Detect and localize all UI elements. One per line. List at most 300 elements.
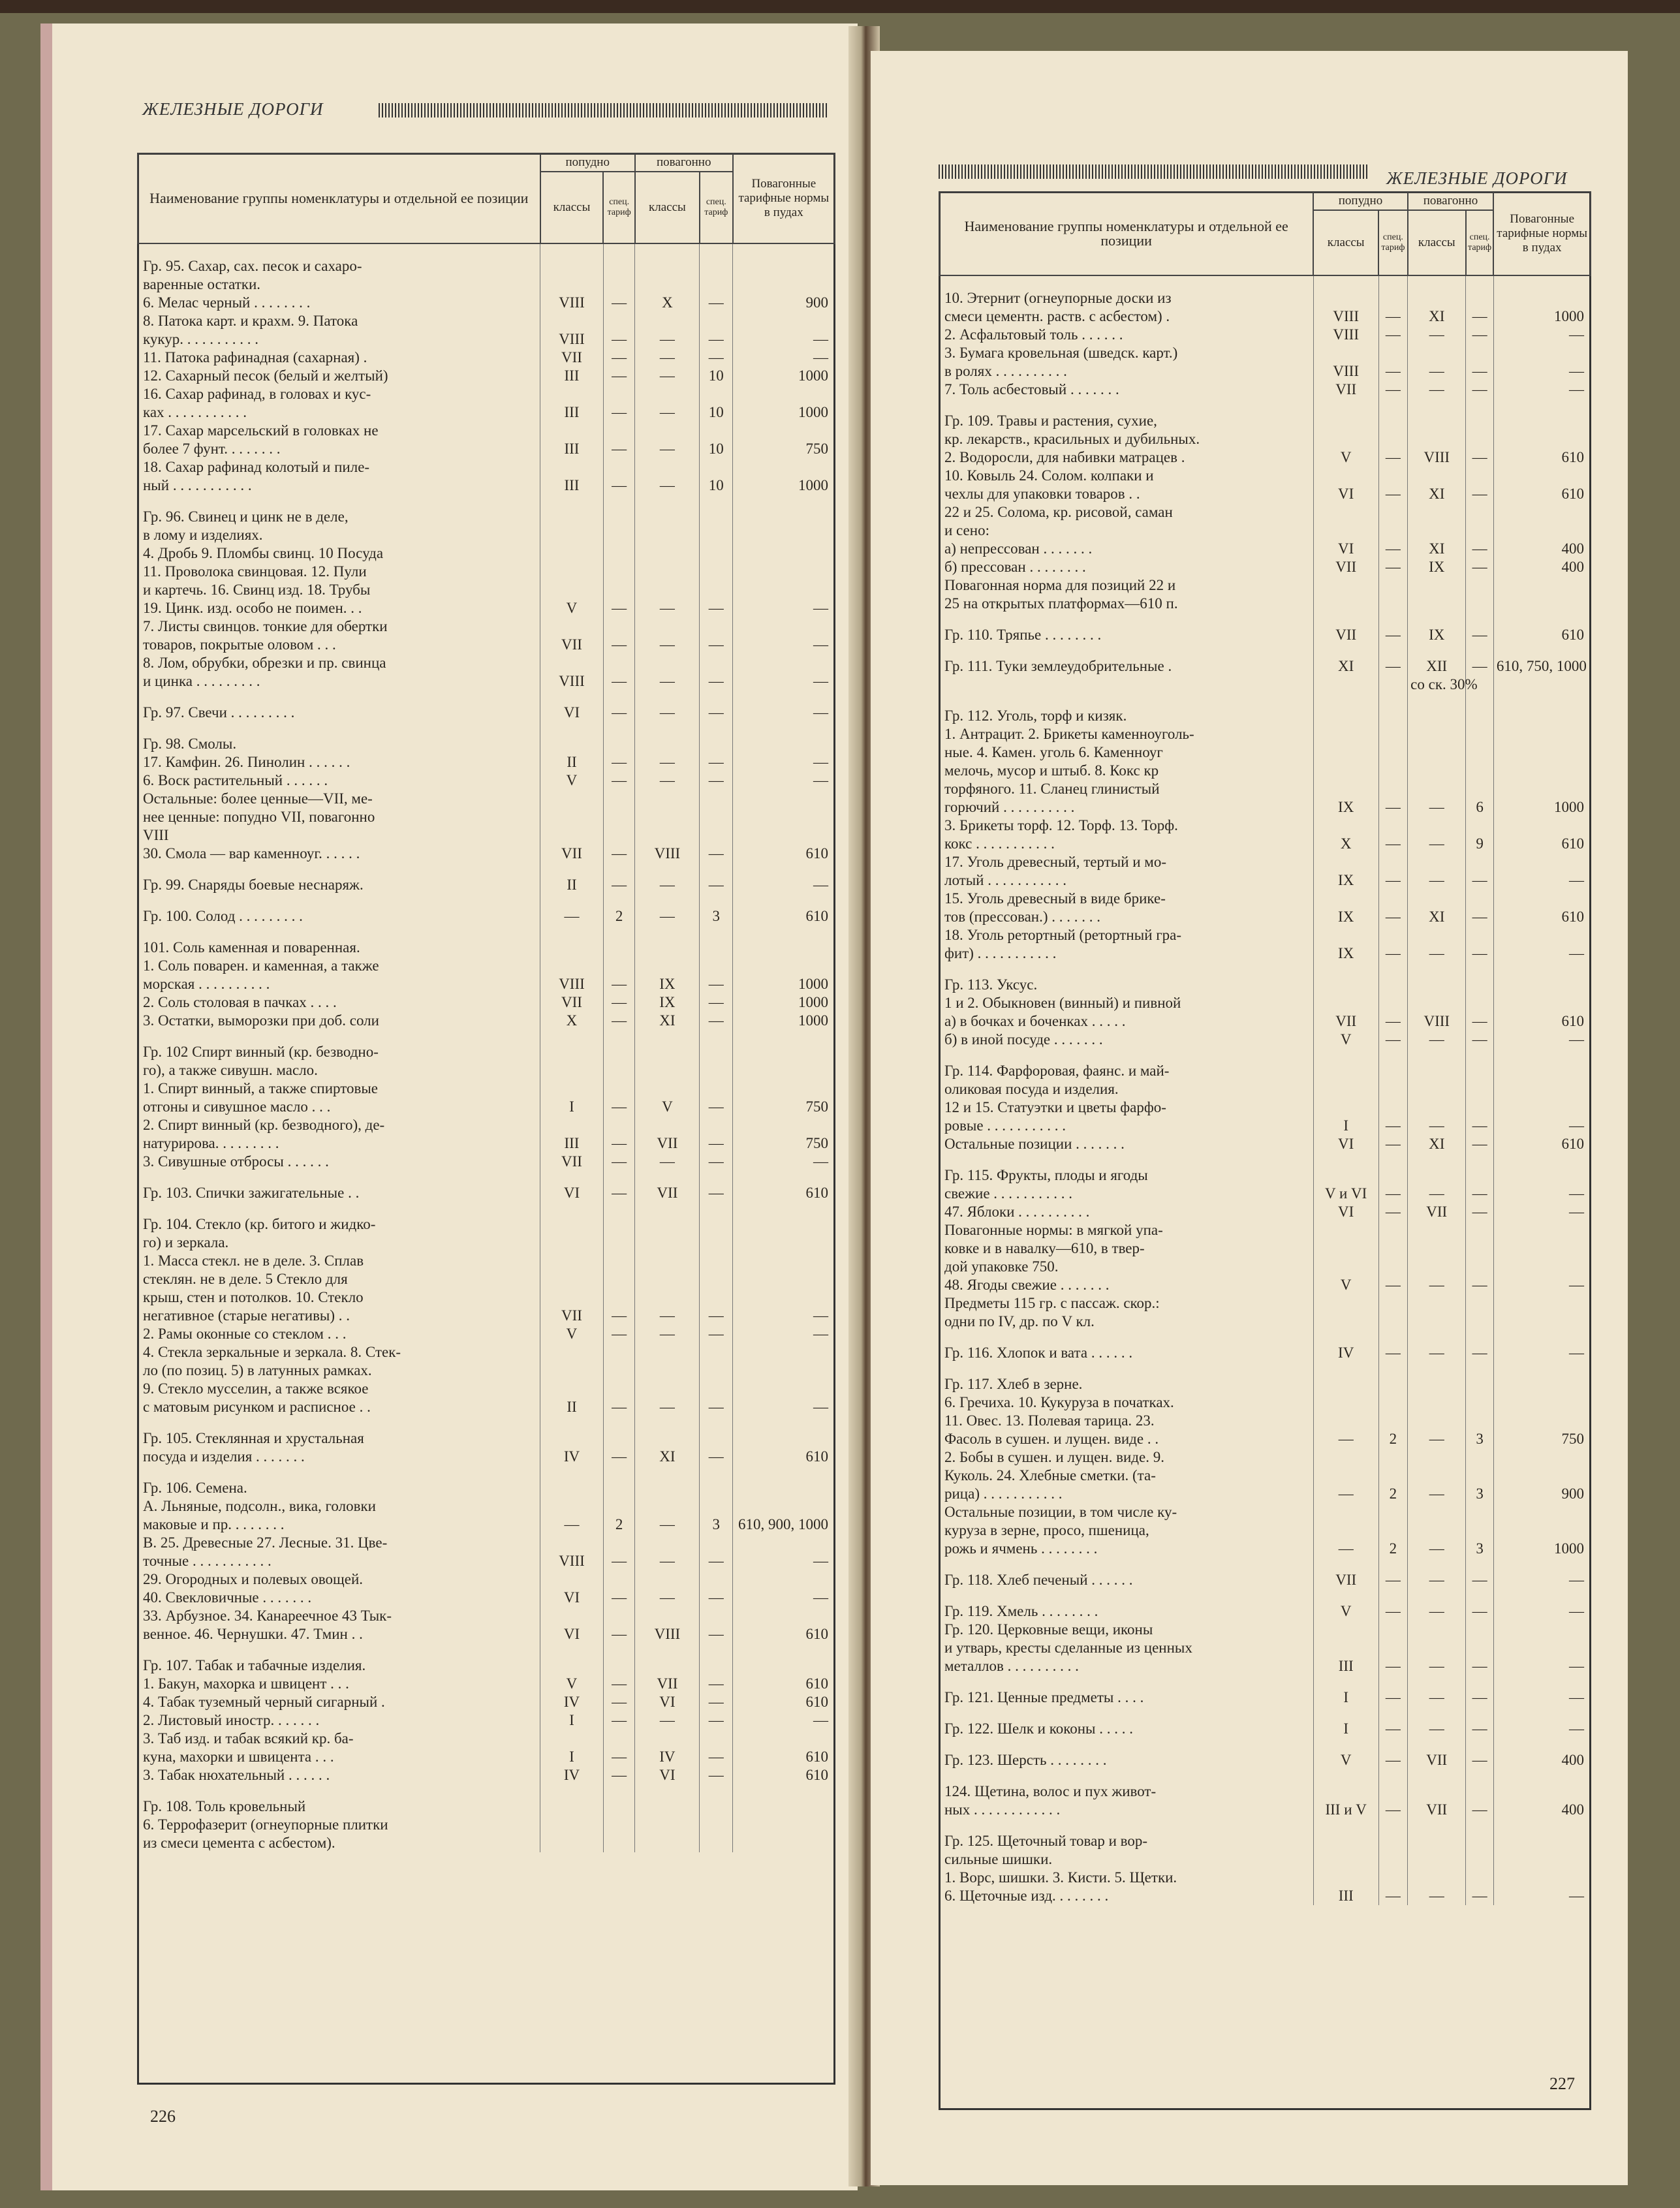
class-povagonno [635, 1784, 700, 1816]
wagon-norm [1493, 430, 1591, 448]
decorative-rule [379, 103, 829, 117]
table-row [138, 1171, 835, 1202]
class-povagonno [1408, 963, 1466, 994]
tariff-povagonno [700, 617, 733, 636]
wagon-norm [733, 422, 835, 440]
item-name: Предметы 115 гр. с пассаж. скор.: [944, 1295, 1160, 1311]
table-row [138, 1153, 835, 1171]
tariff-povagonno: — [1466, 558, 1493, 576]
item-name [939, 676, 1313, 694]
item-name: 19. Цинк. изд. особо не поимен. . . [143, 600, 362, 616]
class-popudno [1313, 1850, 1378, 1869]
class-popudno [1313, 780, 1378, 798]
tariff-povagonno [700, 1607, 733, 1625]
tariff-popudno [1378, 1621, 1408, 1639]
wagon-norm [1493, 780, 1591, 798]
item-name: 30. Смола — вар каменноуг. . . . . . [143, 845, 360, 862]
tariff-povagonno: 3 [700, 1516, 733, 1534]
class-popudno [540, 925, 604, 957]
class-povagonno: XI [1408, 485, 1466, 503]
tariff-povagonno: — [700, 1012, 733, 1030]
table-row [939, 743, 1591, 762]
wagon-norm [1493, 275, 1591, 307]
class-povagonno: — [1408, 1031, 1466, 1049]
class-povagonno [635, 1116, 700, 1134]
class-popudno: IV [540, 1448, 604, 1466]
class-povagonno [1408, 816, 1466, 835]
table-row [138, 1116, 835, 1134]
class-povagonno: — [1408, 1558, 1466, 1589]
wagon-norm [1493, 1869, 1591, 1887]
tariff-popudno [1378, 595, 1408, 613]
class-povagonno [635, 1343, 700, 1361]
tariff-povagonno [700, 1202, 733, 1234]
class-povagonno [1408, 762, 1466, 780]
tariff-popudno [603, 722, 634, 753]
wagon-norm: 610 [733, 845, 835, 863]
tariff-povagonno [700, 925, 733, 957]
tariff-popudno: — [603, 330, 634, 349]
table-row [939, 1589, 1591, 1621]
wagon-norm: 610, 900, 1000 [733, 1516, 835, 1534]
wagon-norm: — [733, 1153, 835, 1171]
item-name: 2. Водоросли, для набивки матрацев . [944, 449, 1185, 465]
class-popudno: I [540, 1748, 604, 1766]
class-popudno [1313, 1639, 1378, 1657]
wagon-norm [733, 1834, 835, 1852]
tariff-povagonno [700, 957, 733, 975]
wagon-norm [1493, 1313, 1591, 1331]
tariff-povagonno [700, 1784, 733, 1816]
class-popudno: VIII [540, 975, 604, 993]
class-popudno: I [540, 1098, 604, 1116]
table-row [138, 581, 835, 599]
class-popudno [1313, 853, 1378, 871]
class-povagonno [635, 275, 700, 294]
class-popudno: II [540, 863, 604, 894]
tariff-popudno: — [1378, 1276, 1408, 1294]
class-povagonno [635, 826, 700, 845]
table-row [939, 963, 1591, 994]
wagon-norm [733, 495, 835, 526]
item-name: ные. 4. Камен. уголь 6. Каменноуг [944, 744, 1163, 760]
tariff-popudno [603, 495, 634, 526]
wagon-norm [733, 275, 835, 294]
header-classes: классы [1408, 210, 1466, 275]
item-name: лотый . . . . . . . . . . . [944, 872, 1066, 888]
class-povagonno: VI [635, 1766, 700, 1784]
table-row [138, 722, 835, 753]
tariff-popudno [1378, 1239, 1408, 1258]
tariff-povagonno [700, 790, 733, 808]
table-row [138, 1252, 835, 1270]
item-name: Гр. 106. Семена. [143, 1480, 247, 1496]
item-name: Гр. 119. Хмель . . . . . . . . [944, 1603, 1098, 1619]
tariff-popudno: — [603, 993, 634, 1012]
tariff-popudno [603, 1252, 634, 1270]
class-popudno [1313, 1049, 1378, 1080]
item-name: 22 и 25. Солома, кр. рисовой, саман [944, 504, 1173, 520]
header-classes: классы [635, 172, 700, 243]
class-popudno: VIII [540, 1552, 604, 1570]
class-popudno: — [540, 894, 604, 925]
class-povagonno: IX [635, 975, 700, 993]
class-popudno [1313, 1393, 1378, 1412]
class-povagonno [1408, 1850, 1466, 1869]
class-popudno: — [1313, 1430, 1378, 1448]
tariff-povagonno: — [700, 1448, 733, 1466]
class-povagonno: — [635, 403, 700, 422]
header-spec-tariff: спец. тариф [700, 172, 733, 243]
item-name: сильные шишки. [944, 1851, 1053, 1867]
tariff-popudno: — [1378, 798, 1408, 816]
item-name: 10. Ковыль 24. Солом. колпаки и [944, 467, 1154, 484]
class-popudno [1313, 1819, 1378, 1850]
class-popudno [540, 243, 604, 275]
tariff-povagonno: — [1466, 1707, 1493, 1738]
item-name: 1. Соль поварен. и каменная, а также [143, 957, 379, 974]
tariff-povagonno [1466, 1239, 1493, 1258]
tariff-povagonno: 3 [700, 894, 733, 925]
tariff-popudno: — [603, 1153, 634, 1171]
table-row [138, 403, 835, 422]
nomenclature-table [939, 191, 1591, 1905]
tariff-povagonno [700, 1834, 733, 1852]
tariff-povagonno: — [1466, 1738, 1493, 1769]
item-name: ках . . . . . . . . . . . [143, 404, 247, 420]
class-povagonno [1408, 1769, 1466, 1801]
wagon-norm: — [733, 691, 835, 722]
class-popudno [1313, 1221, 1378, 1239]
wagon-norm [1493, 1221, 1591, 1239]
tariff-povagonno [700, 1234, 733, 1252]
table-row [138, 993, 835, 1012]
tariff-povagonno: — [700, 1748, 733, 1766]
tariff-popudno: — [603, 294, 634, 312]
item-name: крыш, стен и потолков. 10. Стекло [143, 1289, 364, 1305]
wagon-norm: 610 [1493, 485, 1591, 503]
class-popudno: VIII [1313, 326, 1378, 344]
tariff-popudno [1378, 926, 1408, 944]
item-name: 6. Воск растительный . . . . . . [143, 772, 328, 788]
class-popudno [540, 1607, 604, 1625]
wagon-norm: 750 [1493, 1430, 1591, 1448]
wagon-norm: — [1493, 1117, 1591, 1135]
tariff-popudno [603, 1061, 634, 1080]
item-name: стеклян. не в деле. 5 Стекло для [143, 1271, 348, 1287]
class-popudno: V [1313, 1589, 1378, 1621]
class-povagonno: — [635, 1516, 700, 1534]
tariff-povagonno: — [1466, 1012, 1493, 1031]
class-popudno [540, 563, 604, 581]
tariff-povagonno: — [1466, 944, 1493, 963]
tariff-povagonno [1466, 1819, 1493, 1850]
class-popudno: — [1313, 1540, 1378, 1558]
wagon-norm [733, 1252, 835, 1270]
table-row [138, 1307, 835, 1325]
tariff-popudno: — [603, 1098, 634, 1116]
table-row [138, 294, 835, 312]
table-row [939, 1185, 1591, 1203]
class-povagonno: — [635, 367, 700, 385]
item-name: Гр. 100. Солод . . . . . . . . . [143, 908, 303, 924]
tariff-popudno: — [603, 1325, 634, 1343]
tariff-povagonno: — [700, 1552, 733, 1570]
tariff-popudno [1378, 1503, 1408, 1521]
class-popudno [1313, 743, 1378, 762]
item-name: 4. Дробь 9. Пломбы свинц. 10 Посуда [143, 545, 384, 561]
tariff-popudno: — [1378, 448, 1408, 467]
class-popudno [540, 808, 604, 826]
class-popudno [1313, 1769, 1378, 1801]
wagon-norm [1493, 743, 1591, 762]
wagon-norm [733, 1061, 835, 1080]
class-povagonno: — [635, 753, 700, 771]
tariff-popudno [1378, 399, 1408, 430]
class-popudno [540, 1534, 604, 1552]
tariff-povagonno: 10 [700, 367, 733, 385]
tariff-povagonno: — [700, 1153, 733, 1171]
header-norms: Повагонные тарифные нормы в пудах [733, 153, 835, 243]
class-popudno [540, 617, 604, 636]
class-popudno [540, 544, 604, 563]
tariff-povagonno [1466, 1294, 1493, 1313]
tariff-povagonno [700, 1061, 733, 1080]
class-povagonno [635, 1361, 700, 1380]
wagon-norm [733, 654, 835, 672]
tariff-povagonno: 10 [700, 476, 733, 495]
class-popudno: V и VI [1313, 1185, 1378, 1203]
class-povagonno: VI [635, 1693, 700, 1711]
wagon-norm: 610 [733, 1748, 835, 1766]
class-povagonno [1408, 1098, 1466, 1117]
tariff-popudno: — [1378, 326, 1408, 344]
item-name: 15. Уголь древесный в виде брике- [944, 890, 1166, 907]
tariff-popudno [1378, 1294, 1408, 1313]
tariff-povagonno [1466, 1412, 1493, 1430]
tariff-povagonno [1466, 595, 1493, 613]
tariff-povagonno [1466, 926, 1493, 944]
class-popudno: X [1313, 835, 1378, 853]
tariff-povagonno [1466, 762, 1493, 780]
table-row [138, 243, 835, 275]
item-name: 29. Огородных и полевых овощей. [143, 1571, 364, 1587]
tariff-popudno [603, 808, 634, 826]
class-popudno [540, 1466, 604, 1497]
item-name: Гр. 113. Уксус. [944, 976, 1038, 993]
tariff-popudno: — [1378, 1012, 1408, 1031]
item-name: 8. Лом, обрубки, обрезки и пр. свинца [143, 655, 386, 671]
class-povagonno [1408, 595, 1466, 613]
wagon-norm: — [733, 1325, 835, 1343]
class-povagonno: XI [1408, 307, 1466, 326]
tariff-povagonno [1466, 521, 1493, 540]
wagon-norm: — [1493, 944, 1591, 963]
class-popudno [1313, 1412, 1378, 1430]
tariff-povagonno: — [1466, 1887, 1493, 1905]
tariff-povagonno [700, 1380, 733, 1398]
tariff-popudno [1378, 1869, 1408, 1887]
class-povagonno: — [1408, 944, 1466, 963]
tariff-popudno [1378, 1769, 1408, 1801]
tariff-popudno [1378, 275, 1408, 307]
item-name: кр. лекарств., красильных и дубильных. [944, 431, 1200, 447]
tariff-povagonno: — [700, 1693, 733, 1711]
tariff-popudno [1378, 1521, 1408, 1540]
table-row [138, 563, 835, 581]
item-name: Гр. 117. Хлеб в зерне. [944, 1376, 1083, 1392]
tariff-popudno [1378, 503, 1408, 521]
wagon-norm [1493, 853, 1591, 871]
tariff-povagonno [700, 1030, 733, 1061]
tariff-popudno [603, 1730, 634, 1748]
class-povagonno: — [635, 476, 700, 495]
tariff-povagonno [700, 808, 733, 826]
table-row [939, 1049, 1591, 1080]
class-popudno [1313, 1467, 1378, 1485]
table-row [138, 422, 835, 440]
tariff-popudno: — [1378, 1558, 1408, 1589]
item-name: Остальные позиции . . . . . . . [944, 1136, 1125, 1152]
item-name: венное. 46. Чернушки. 47. Тмин . . [143, 1626, 363, 1642]
item-name: маковые и пр. . . . . . . . [143, 1516, 285, 1532]
wagon-norm [733, 1643, 835, 1675]
tariff-povagonno: — [1466, 1589, 1493, 1621]
class-popudno [1313, 1521, 1378, 1540]
class-popudno: V [540, 771, 604, 790]
wagon-norm [1493, 1769, 1591, 1801]
tariff-popudno: — [1378, 908, 1408, 926]
wagon-norm: — [733, 753, 835, 771]
right-page [871, 51, 1628, 2185]
item-name: Гр. 116. Хлопок и вата . . . . . . [944, 1345, 1133, 1361]
tariff-popudno: — [603, 476, 634, 495]
class-popudno [1313, 1503, 1378, 1521]
wagon-norm: 610 [733, 1766, 835, 1784]
tariff-povagonno: — [700, 1589, 733, 1607]
class-povagonno [1408, 1467, 1466, 1485]
class-popudno [540, 722, 604, 753]
class-povagonno [1408, 994, 1466, 1012]
wagon-norm [1493, 1362, 1591, 1393]
class-povagonno [1408, 853, 1466, 871]
tariff-popudno [1378, 725, 1408, 743]
class-povagonno: — [1408, 1540, 1466, 1558]
tariff-povagonno [700, 1361, 733, 1380]
class-popudno: VII [1313, 381, 1378, 399]
class-povagonno [635, 1643, 700, 1675]
item-name: чехлы для упаковки товаров . . [944, 486, 1140, 502]
class-popudno: IX [1313, 908, 1378, 926]
tariff-povagonno: — [1466, 1276, 1493, 1294]
class-povagonno [1408, 1294, 1466, 1313]
tariff-popudno [603, 243, 634, 275]
tariff-popudno: — [603, 1171, 634, 1202]
table-row [939, 1153, 1591, 1185]
tariff-popudno: — [1378, 1707, 1408, 1738]
table-row [939, 595, 1591, 613]
wagon-norm [733, 722, 835, 753]
tariff-povagonno [1466, 1362, 1493, 1393]
item-name: с матовым рисунком и расписное . . [143, 1399, 371, 1415]
item-name: 17. Камфин. 26. Пинолин . . . . . . [143, 754, 350, 770]
tariff-popudno [603, 1116, 634, 1134]
class-povagonno [635, 1534, 700, 1552]
class-povagonno: IX [635, 993, 700, 1012]
class-popudno [540, 1343, 604, 1361]
class-povagonno [1408, 467, 1466, 485]
wagon-norm: — [733, 1552, 835, 1570]
item-name: смеси цементн. раств. с асбестом) . [944, 308, 1170, 324]
class-popudno [540, 1061, 604, 1080]
item-name: Гр. 103. Спички зажигательные . . [143, 1185, 360, 1201]
class-povagonno [635, 1288, 700, 1307]
wagon-norm [1493, 816, 1591, 835]
tariff-popudno [603, 544, 634, 563]
class-povagonno [1408, 1153, 1466, 1185]
tariff-popudno [1378, 994, 1408, 1012]
table-row [138, 790, 835, 808]
table-row [138, 458, 835, 476]
class-popudno: VIII [1313, 362, 1378, 381]
class-povagonno: — [635, 1325, 700, 1343]
class-popudno [1313, 1098, 1378, 1117]
class-povagonno: XI [1408, 908, 1466, 926]
wagon-norm: — [733, 1589, 835, 1607]
wagon-norm: 400 [1493, 558, 1591, 576]
tariff-popudno [1378, 890, 1408, 908]
item-name: отгоны и сивушное масло . . . [143, 1098, 331, 1115]
tariff-popudno: — [603, 1766, 634, 1784]
tariff-povagonno [1466, 780, 1493, 798]
table-row [939, 725, 1591, 743]
tariff-povagonno: — [1466, 540, 1493, 558]
wagon-norm: 610 [1493, 835, 1591, 853]
tariff-popudno: — [603, 753, 634, 771]
item-name: 2. Рамы оконные со стеклом . . . [143, 1326, 347, 1342]
class-povagonno: — [1408, 835, 1466, 853]
class-povagonno: — [1408, 1657, 1466, 1675]
class-popudno [1313, 275, 1378, 307]
tariff-povagonno [700, 526, 733, 544]
wagon-norm: 1000 [733, 975, 835, 993]
item-name: 16. Сахар рафинад, в головах и кус- [143, 386, 371, 402]
tariff-popudno: — [603, 367, 634, 385]
class-popudno [1313, 595, 1378, 613]
table-row [939, 835, 1591, 853]
class-popudno: V [540, 1325, 604, 1343]
item-name: оликовая посуда и изделия. [944, 1081, 1119, 1097]
table-row [138, 863, 835, 894]
tariff-povagonno [1466, 725, 1493, 743]
class-povagonno [1408, 743, 1466, 762]
item-name: 12 и 15. Статуэтки и цветы фарфо- [944, 1099, 1166, 1115]
class-povagonno: — [1408, 1589, 1466, 1621]
tariff-popudno: — [1378, 644, 1408, 676]
wagon-norm: 610 [1493, 613, 1591, 644]
class-popudno [1313, 1869, 1378, 1887]
table-row [138, 1398, 835, 1416]
table-row [939, 381, 1591, 399]
table-row [939, 1448, 1591, 1467]
table-row [138, 925, 835, 957]
table-row [939, 644, 1591, 676]
tariff-popudno [603, 1202, 634, 1234]
class-povagonno [1408, 344, 1466, 362]
tariff-popudno [1378, 467, 1408, 485]
table-row [939, 1117, 1591, 1135]
tariff-povagonno [1466, 1448, 1493, 1467]
